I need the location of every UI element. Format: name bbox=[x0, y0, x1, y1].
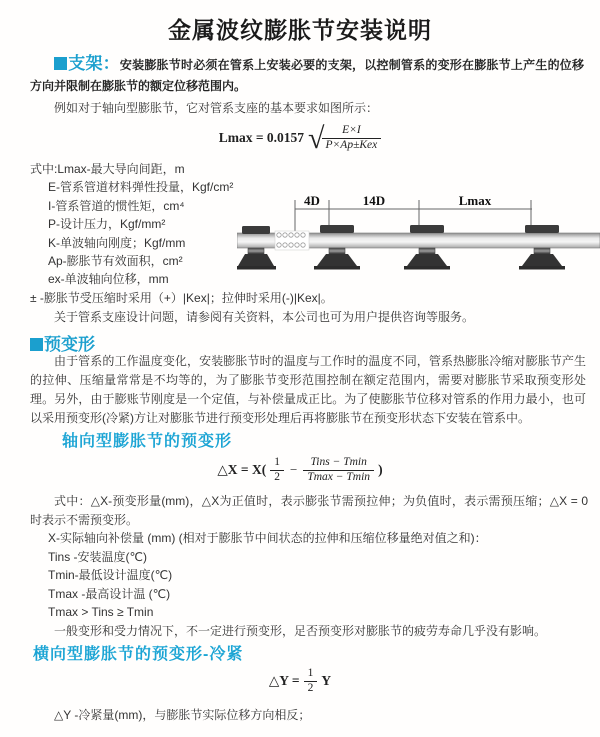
closing-paren: ) bbox=[378, 461, 383, 477]
preform-paragraph: 由于管系的工作温度变化，安装膨胀节时的温度与工作时的温度不同，管系热膨胀冷缩对膨胀节产生的拉伸、压缩量常常是不均等的，为了膨胀节变形范围控制在额定范围内，需要对膨胀节采取预变形处理。另外，由于膨账节刚度是一个定值，与补偿量成正比。为了使膨胀节位移对管系的作用力最小，也可以采用预变形(冷紧)方让对膨胀节进行预变形处理后再将膨胀节在预变形状态下安装在管系中。 bbox=[30, 354, 586, 425]
lateral-formula-rhs: Y bbox=[321, 672, 332, 688]
temperature-fraction bbox=[303, 456, 374, 485]
lmax-formula-lhs: Lmax = 0.0157 bbox=[218, 129, 305, 145]
support-intro-text: 安装膨胀节时必须在管系上安装必要的支架，以控制管系的变形在膨胀节上产生的位移方向并限制在膨胀节的额定位移范围内。 bbox=[30, 58, 585, 93]
lateral-note: △Y -冷紧量(mm)，与膨胀节实际位移方向相反； bbox=[54, 708, 311, 722]
radical-sign-icon: √ bbox=[308, 121, 325, 155]
page-title: 金属波纹膨胀节安装说明 bbox=[168, 17, 432, 43]
support-intro-paragraph bbox=[30, 53, 584, 97]
axial-subsection-heading: 轴向型膨胀节的预变形 bbox=[62, 433, 233, 450]
support-example-line: 例如对于轴向型膨胀节，它对管系支座的基本要求如图所示： bbox=[54, 101, 379, 115]
fraction-denominator: 2 bbox=[304, 681, 318, 696]
lmax-fraction-denominator: P×Ap±Kex bbox=[322, 138, 382, 153]
axial-line: 式中：△X-预变形量(mm)，△X为正值时，表示膨张节需预拉伸；为负值时，表示需预压缩；△X = 0时表示不需预变形。 bbox=[30, 494, 588, 527]
definition-item: 式中:Lmax-最大导向间距，m bbox=[30, 162, 185, 176]
lmax-fraction-numerator: E×I bbox=[342, 124, 361, 136]
definition-item: Ap-膨胀节有效面积，cm² bbox=[48, 254, 183, 269]
lateral-formula bbox=[0, 667, 600, 696]
support-note: 关于管系支座设计问题，请参阅有关资料，本公司也可为用户提供咨询等服务。 bbox=[54, 310, 475, 324]
fraction-numerator: Tins − Tmin bbox=[310, 456, 367, 468]
bellows-icon bbox=[275, 231, 309, 250]
axial-definitions bbox=[30, 492, 588, 640]
pipe-support-diagram bbox=[237, 192, 600, 292]
axial-line: 一般变形和受力情况下，不一定进行预变形，足否预变形对膨胀节的疲劳寿命几乎没有影响。 bbox=[54, 623, 547, 638]
fraction-denominator: Tmax − Tmin bbox=[303, 470, 374, 485]
axial-line: Tmin-最低设计温度(℃) bbox=[48, 568, 173, 582]
definition-item: ex-单波轴向位移，mm bbox=[48, 272, 169, 287]
fraction-numerator: 1 bbox=[274, 456, 280, 468]
definition-item: K-单波轴向刚度；Kgf/mm bbox=[48, 235, 186, 250]
fraction-numerator: 1 bbox=[307, 667, 314, 679]
definition-item: I-管系管道的惯性矩，cm⁴ bbox=[48, 198, 185, 213]
one-half-fraction bbox=[270, 456, 284, 485]
axial-line: Tmax > Tins ≥ Tmin bbox=[48, 605, 154, 619]
sqrt-radical bbox=[308, 121, 381, 155]
definition-item-plusminus: ± -膨胀节受压缩时采用（+）|Kex|；拉伸时采用(-)|Kex|。 bbox=[30, 291, 333, 305]
dimension-label-14d: 14D bbox=[362, 193, 386, 208]
section-marker-icon bbox=[54, 57, 67, 70]
axial-line: Tmax -最高设计温 (℃) bbox=[48, 586, 171, 601]
fraction-denominator: 2 bbox=[270, 470, 284, 485]
axial-formula bbox=[0, 456, 600, 485]
support-section-heading: 支架： bbox=[68, 54, 120, 73]
definition-item: P-设计压力，Kgf/mm² bbox=[48, 217, 166, 232]
axial-formula-lhs: △X = X( bbox=[217, 461, 267, 477]
dimension-label-lmax: Lmax bbox=[458, 193, 492, 208]
preform-section-heading: 预变形 bbox=[44, 335, 95, 354]
section-marker-icon bbox=[30, 338, 43, 351]
dimension-label-4d: 4D bbox=[304, 193, 320, 208]
axial-line: Tins -安装温度(℃) bbox=[48, 549, 148, 564]
lateral-subsection-heading: 横向型膨胀节的预变形-冷紧 bbox=[33, 646, 244, 663]
one-half-fraction bbox=[304, 667, 318, 696]
definition-item: E-管系管道材料弹性投量，Kgf/cm² bbox=[48, 180, 234, 195]
minus-operator: − bbox=[290, 462, 298, 478]
lateral-formula-lhs: △Y = bbox=[268, 672, 300, 688]
lmax-formula bbox=[0, 121, 600, 155]
axial-line: X-实际轴向补偿量 (mm) (相对于膨胀节中间状态的拉伸和压缩位移量绝对值之和)： bbox=[48, 531, 487, 545]
lmax-fraction bbox=[322, 124, 382, 153]
